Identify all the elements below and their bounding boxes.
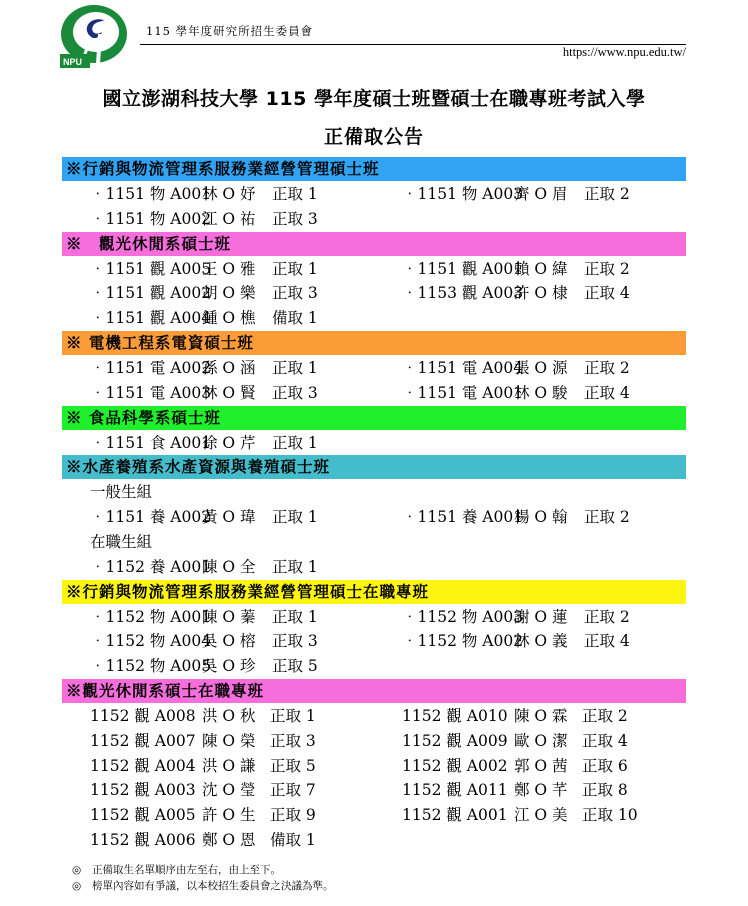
result-entry <box>90 306 318 331</box>
program-section <box>62 331 686 406</box>
applicant-code: ‧1153 觀 A003 <box>402 284 524 303</box>
applicant-code: ‧1152 物 A003 <box>402 607 524 626</box>
npu-logo <box>60 4 128 68</box>
applicant-name: 洪 O 秋 <box>202 706 256 725</box>
section-heading: ※行銷與物流管理系服務業經營管理碩士在職專班 <box>62 580 686 604</box>
result-row <box>62 754 686 779</box>
result-entry <box>90 207 318 232</box>
result-entry <box>90 778 316 803</box>
applicant-name: 鄭 O 芊 <box>514 781 568 800</box>
applicant-code: ‧1151 養 A002 <box>90 508 212 527</box>
applicant-code: ‧1151 觀 A002 <box>90 284 212 303</box>
applicant-name: 洪 O 謙 <box>202 756 256 775</box>
admission-status: 正取 2 <box>584 508 630 527</box>
admission-status: 正取 3 <box>272 284 318 303</box>
result-row <box>62 704 686 729</box>
admission-status: 正取 2 <box>582 706 628 725</box>
applicant-name: 謝 O 蓮 <box>514 607 568 626</box>
page-title: 國立澎湖科技大學 115 學年度碩士班暨碩士在職專班考試入學 <box>102 88 646 110</box>
applicant-name: 鍾 O 樵 <box>202 309 256 328</box>
result-row <box>62 555 686 580</box>
section-heading: ※水產養殖系水產資源與養殖碩士班 <box>62 455 686 479</box>
applicant-code: 1152 觀 A008 <box>90 706 196 725</box>
result-row <box>62 281 686 306</box>
result-entry <box>402 356 630 381</box>
applicant-name: 林 O 義 <box>514 632 568 651</box>
admission-status: 正取 4 <box>584 383 630 402</box>
applicant-code: ‧1151 物 A002 <box>90 209 212 228</box>
applicant-name: 賴 O 緯 <box>514 259 568 278</box>
result-entry <box>90 605 318 630</box>
note-text: 榜單內容如有爭議，以本校招生委員會之決議為準。 <box>92 880 334 892</box>
result-row <box>62 629 686 654</box>
result-entry <box>402 182 630 207</box>
applicant-code: 1152 觀 A011 <box>402 781 508 800</box>
program-section <box>62 157 686 232</box>
page-header <box>0 0 748 70</box>
group-label: 一般生組 <box>90 483 153 502</box>
applicant-code: ‧1152 養 A001 <box>90 557 212 576</box>
applicant-name: 陳 O 蓁 <box>202 607 256 626</box>
section-heading: ※ 觀光休閒系碩士班 <box>62 232 686 256</box>
admission-status: 正取 2 <box>584 358 630 377</box>
result-entry <box>90 754 316 779</box>
results-list <box>62 157 686 853</box>
applicant-name: 齊 O 眉 <box>514 185 568 203</box>
result-entry <box>402 281 630 306</box>
applicant-name: 徐 O 芹 <box>202 433 256 452</box>
applicant-name: 歐 O 潔 <box>514 731 568 750</box>
applicant-name: 吳 O 珍 <box>202 657 256 676</box>
result-row <box>62 654 686 679</box>
applicant-name: 沈 O 瑩 <box>202 781 256 800</box>
admission-status: 備取 1 <box>270 830 316 849</box>
applicant-name: 許 O 棣 <box>514 284 568 303</box>
applicant-name: 楊 O 翰 <box>514 508 568 527</box>
applicant-code: ‧1151 物 A001 <box>90 185 212 203</box>
applicant-name: 王 O 雅 <box>202 259 256 278</box>
applicant-name: 孫 O 涵 <box>202 358 256 377</box>
admission-status: 正取 1 <box>272 185 318 203</box>
admission-status: 正取 5 <box>270 756 316 775</box>
result-entry <box>402 754 628 779</box>
result-row <box>62 431 686 456</box>
admission-status: 正取 1 <box>270 706 316 725</box>
result-row <box>62 605 686 630</box>
result-entry <box>402 257 630 282</box>
result-entry <box>402 803 638 828</box>
applicant-name: 胡 O 樂 <box>202 284 256 303</box>
admission-status: 正取 1 <box>272 259 318 278</box>
result-row <box>62 505 686 530</box>
applicant-code: 1152 觀 A001 <box>402 806 508 825</box>
result-entry <box>90 356 318 381</box>
admission-status: 正取 8 <box>582 781 628 800</box>
footer-note <box>72 878 334 894</box>
section-heading: ※ 食品科學系碩士班 <box>62 406 686 430</box>
applicant-name: 陳 O 霖 <box>514 706 568 725</box>
applicant-code: 1152 觀 A009 <box>402 731 508 750</box>
admission-status: 正取 3 <box>272 209 318 228</box>
program-section <box>62 406 686 456</box>
applicant-name: 陳 O 榮 <box>202 731 256 750</box>
note-text: 正備取生名單順序由左至右，由上至下。 <box>92 864 281 876</box>
applicant-name: 林 O 駿 <box>514 383 568 402</box>
applicant-name: 黃 O 瑋 <box>202 508 256 527</box>
result-row <box>62 182 686 207</box>
admission-status: 正取 1 <box>272 508 318 527</box>
result-entry <box>402 605 630 630</box>
result-entry <box>90 281 318 306</box>
applicant-code: ‧1151 電 A002 <box>90 358 212 377</box>
applicant-name: 張 O 源 <box>514 358 568 377</box>
applicant-code: ‧1151 觀 A004 <box>90 309 212 328</box>
applicant-code: 1152 觀 A010 <box>402 706 508 725</box>
admission-status: 正取 3 <box>272 383 318 402</box>
group-label: 在職生組 <box>90 532 153 551</box>
site-url[interactable]: https://www.npu.edu.tw/ <box>562 45 686 59</box>
result-entry <box>402 505 630 530</box>
admission-status: 正取 1 <box>272 557 318 576</box>
section-heading: ※ 電機工程系電資碩士班 <box>62 331 686 355</box>
admission-status: 正取 1 <box>272 607 318 626</box>
result-entry <box>402 778 628 803</box>
applicant-code: ‧1151 物 A003 <box>402 185 524 203</box>
admission-status: 正取 4 <box>584 632 630 651</box>
admission-status: 正取 5 <box>272 657 318 676</box>
admission-status: 正取 4 <box>582 731 628 750</box>
program-section <box>62 455 686 579</box>
footer-note <box>72 862 334 878</box>
applicant-name: 吳 O 榕 <box>202 632 256 651</box>
admission-status: 正取 6 <box>582 756 628 775</box>
applicant-code: ‧1152 物 A005 <box>90 657 212 676</box>
result-row <box>62 306 686 331</box>
note-mark-icon: ◎ <box>72 864 82 876</box>
applicant-name: 郭 O 茜 <box>514 756 568 775</box>
applicant-name: 許 O 生 <box>202 806 256 825</box>
section-heading: ※行銷與物流管理系服務業經營管理碩士班 <box>62 157 686 181</box>
program-section <box>62 580 686 679</box>
program-section <box>62 232 686 331</box>
result-entry <box>402 381 630 406</box>
result-entry <box>90 505 318 530</box>
result-entry <box>402 629 630 654</box>
result-row <box>62 356 686 381</box>
admission-status: 正取 1 <box>272 358 318 377</box>
result-entry <box>90 828 316 853</box>
applicant-code: 1152 觀 A007 <box>90 731 196 750</box>
applicant-name: 林 O 賢 <box>202 383 256 402</box>
applicant-code: 1152 觀 A004 <box>90 756 196 775</box>
result-entry <box>90 803 316 828</box>
admission-status: 正取 3 <box>270 731 316 750</box>
result-row <box>62 530 686 555</box>
applicant-code: ‧1151 電 A004 <box>402 358 524 377</box>
admission-status: 正取 7 <box>270 781 316 800</box>
footer-notes <box>72 862 334 894</box>
result-entry <box>90 257 318 282</box>
applicant-name: 林 O 妤 <box>202 185 256 203</box>
admission-status: 正取 10 <box>582 806 638 825</box>
admission-status: 備取 1 <box>272 309 318 328</box>
result-entry <box>90 654 318 679</box>
applicant-code: ‧1152 物 A002 <box>402 632 524 651</box>
applicant-code: ‧1151 食 A001 <box>90 433 212 452</box>
admission-status: 正取 1 <box>272 433 318 452</box>
applicant-name: 陳 O 全 <box>202 557 256 576</box>
applicant-code: ‧1151 觀 A005 <box>90 259 212 278</box>
committee-name: 115 學年度研究所招生委員會 <box>146 24 314 38</box>
result-entry <box>90 182 318 207</box>
note-mark-icon: ◎ <box>72 880 82 892</box>
applicant-code: 1152 觀 A006 <box>90 830 196 849</box>
admission-status: 正取 9 <box>270 806 316 825</box>
result-row <box>62 828 686 853</box>
applicant-name: 鄭 O 恩 <box>202 830 256 849</box>
admission-status: 正取 4 <box>584 284 630 303</box>
logo-text: NPU <box>63 57 83 67</box>
result-row <box>62 381 686 406</box>
admission-status: 正取 2 <box>584 607 630 626</box>
result-entry <box>90 431 318 456</box>
result-row <box>62 257 686 282</box>
applicant-name: 江 O 美 <box>514 806 568 825</box>
result-entry <box>90 629 318 654</box>
result-entry <box>90 704 316 729</box>
applicant-code: ‧1152 物 A004 <box>90 632 212 651</box>
applicant-code: ‧1152 物 A001 <box>90 607 212 626</box>
admission-status: 正取 2 <box>584 259 630 278</box>
section-heading: ※觀光休閒系碩士在職專班 <box>62 679 686 703</box>
result-entry <box>90 729 316 754</box>
result-entry <box>90 381 318 406</box>
applicant-code: ‧1151 電 A003 <box>90 383 212 402</box>
applicant-code: ‧1151 觀 A001 <box>402 259 524 278</box>
applicant-code: ‧1151 養 A001 <box>402 508 524 527</box>
result-row <box>62 803 686 828</box>
result-entry <box>402 729 628 754</box>
applicant-code: 1152 觀 A002 <box>402 756 508 775</box>
result-row <box>62 480 686 505</box>
applicant-code: 1152 觀 A005 <box>90 806 196 825</box>
result-row <box>62 207 686 232</box>
applicant-code: ‧1151 電 A001 <box>402 383 524 402</box>
result-entry <box>90 555 318 580</box>
applicant-code: 1152 觀 A003 <box>90 781 196 800</box>
page-subtitle: 正備取公告 <box>323 126 424 148</box>
admission-status: 正取 2 <box>584 185 630 203</box>
result-entry <box>402 704 628 729</box>
program-section <box>62 679 686 853</box>
admission-status: 正取 3 <box>272 632 318 651</box>
result-row <box>62 729 686 754</box>
applicant-name: 江 O 祐 <box>202 209 256 228</box>
result-row <box>62 778 686 803</box>
